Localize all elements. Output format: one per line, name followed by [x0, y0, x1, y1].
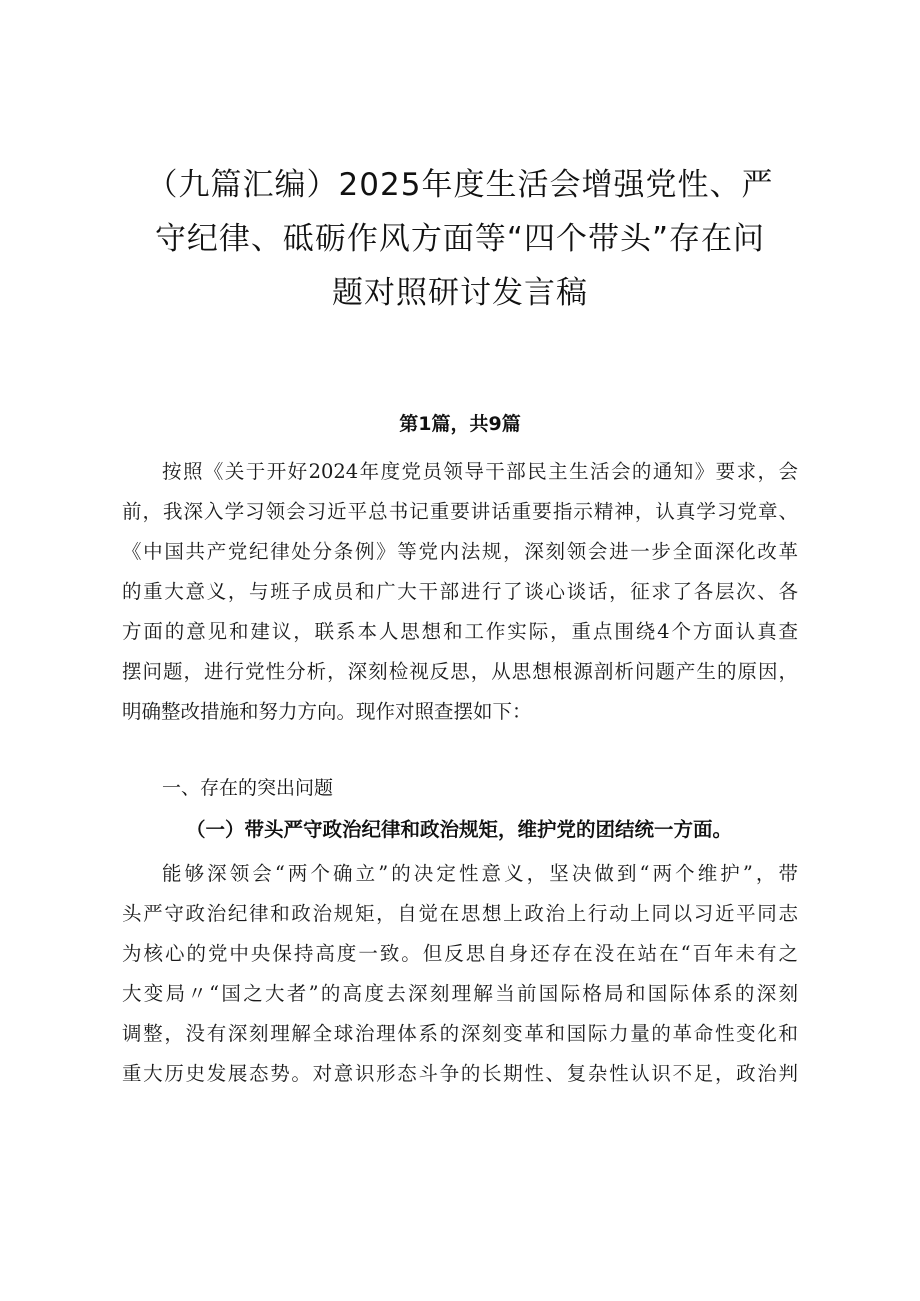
body-paragraph [122, 854, 798, 1094]
paragraph-line: 重大历史发展态势。对意识形态斗争的长期性、复杂性认识不足，政治判 [122, 1062, 798, 1085]
title-line: （九篇汇编）2025年度生活会增强党性、严 [146, 167, 774, 203]
title-line: 守纪律、砥砺作风方面等“四个带头”存在问 [154, 221, 766, 257]
intro-paragraph [122, 452, 798, 732]
document-title [110, 158, 810, 320]
paragraph-line: 按照《关于开好2024年度党员领导干部民主生活会的通知》要求，会 [162, 460, 798, 483]
title-line: 题对照研讨发言稿 [332, 275, 588, 311]
section-heading: 一、存在的突出问题 [162, 777, 334, 799]
sub-heading: （一）带头严守政治纪律和政治规矩，维护党的团结统一方面。 [186, 818, 733, 841]
paragraph-line: 头严守政治纪律和政治规矩，自觉在思想上政治上行动上同以习近平同志 [122, 902, 798, 925]
paragraph-line: 能够深领会“两个确立”的决定性意义，坚决做到“两个维护”，带 [162, 862, 798, 885]
document-subtitle: 第1篇，共9篇 [399, 413, 521, 435]
paragraph-line: 为核心的党中央保持高度一致。但反思自身还存在没在站在“百年未有之 [122, 942, 798, 965]
paragraph-line: 摆问题，进行党性分析，深刻检视反思，从思想根源剖析问题产生的原因， [122, 660, 798, 683]
paragraph-line: 大变局〃“国之大者”的高度去深刻理解当前国际格局和国际体系的深刻 [122, 982, 798, 1005]
paragraph-line: 前，我深入学习领会习近平总书记重要讲话重要指示精神，认真学习党章、 [122, 500, 798, 523]
paragraph-line: 《中国共产党纪律处分条例》等党内法规，深刻领会进一步全面深化改革 [122, 540, 798, 563]
paragraph-line: 方面的意见和建议，联系本人思想和工作实际，重点围绕4个方面认真查 [122, 620, 798, 643]
paragraph-line: 明确整改措施和努力方向。现作对照查摆如下： [122, 700, 532, 723]
paragraph-line: 调整，没有深刻理解全球治理体系的深刻变革和国际力量的革命性变化和 [122, 1022, 798, 1045]
paragraph-line: 的重大意义，与班子成员和广大干部进行了谈心谈话，征求了各层次、各 [122, 580, 798, 603]
